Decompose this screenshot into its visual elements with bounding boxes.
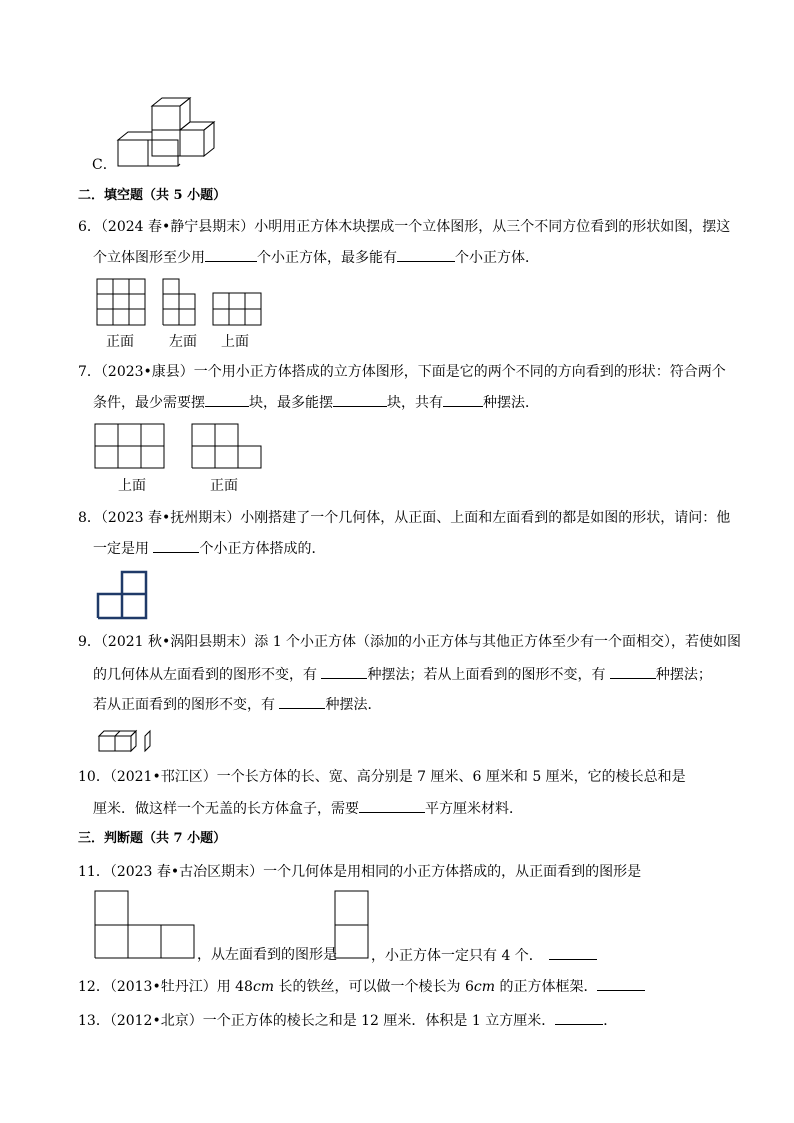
- q12-unit-1: cm: [252, 979, 275, 995]
- q6-text-c: 个小正方体．: [455, 250, 539, 266]
- q10-text-a: 厘米．做这样一个无盖的长方体盒子，需要: [93, 801, 359, 817]
- q9-text-b: 种摆法；若从上面看到的图形不变，有: [367, 667, 610, 683]
- q6-left-view-figure: [162, 278, 198, 326]
- q7-caption-top: 上面: [118, 478, 146, 494]
- q12-line: [78, 976, 645, 997]
- q9-text-a: 的几何体从左面看到的图形不变，有: [93, 667, 322, 683]
- q8-view-figure: [96, 570, 150, 620]
- q7-text-d: 种摆法．: [483, 395, 539, 411]
- q7-line2: [93, 392, 539, 413]
- section-2-title: 二．填空题（共 5 小题）: [78, 188, 227, 203]
- q6-caption-left: 左面: [169, 334, 197, 350]
- q11-left-view-figure: [334, 890, 370, 960]
- q7-text-a: 条件，最少需要摆: [93, 395, 205, 411]
- q12-text-b: 长的铁丝，可以做一个棱长为 6: [274, 979, 474, 995]
- q8-text-a: 一定是用: [93, 541, 154, 557]
- q6-text-a: 个立体图形至少用: [93, 250, 205, 266]
- q11-text-a: ，从左面看到的图形是: [197, 947, 337, 963]
- q9-answer-blank-3[interactable]: [279, 694, 325, 709]
- q12-text-a: 12．（2013•牡丹江）用 48: [78, 979, 253, 995]
- q7-front-view-figure: [191, 423, 263, 469]
- q9-text-d: 若从正面看到的图形不变，有: [93, 697, 280, 713]
- q9-answer-blank-2[interactable]: [610, 664, 656, 679]
- option-c-cube-figure: [112, 96, 222, 172]
- q11-front-view-figure: [94, 890, 196, 960]
- q12-answer-blank[interactable]: [597, 976, 645, 991]
- option-c-label: C．: [92, 157, 117, 173]
- q9-line3: [93, 694, 381, 715]
- q8-answer-blank[interactable]: [153, 538, 199, 553]
- q6-caption-front: 正面: [106, 334, 134, 350]
- q9-solid-figure: [98, 728, 158, 752]
- q6-front-view-figure: [96, 278, 146, 326]
- q7-text-b: 块，最多能摆: [249, 395, 333, 411]
- q7-answer-blank-2[interactable]: [333, 392, 387, 407]
- q8-line1: 8．（2023 春•抚州期末）小刚搭建了一个几何体，从正面、上面和左面看到的都是如图的形状，请问：他: [78, 510, 731, 526]
- q13-text: 13．（2012•北京）一个正方体的棱长之和是 12 厘米．体积是 1 立方厘米．: [78, 1013, 556, 1029]
- q10-text-b: 平方厘米材料．: [425, 801, 523, 817]
- section-3-title: 三．判断题（共 7 小题）: [78, 831, 227, 846]
- q9-text-c: 种摆法；: [655, 667, 712, 683]
- q6-answer-blank-2[interactable]: [397, 247, 455, 262]
- q6-caption-top: 上面: [221, 334, 249, 350]
- q12-unit-2: cm: [473, 979, 496, 995]
- q8-line2: [93, 538, 325, 559]
- q10-line2: [93, 798, 523, 819]
- q7-caption-front: 正面: [210, 478, 238, 494]
- q7-answer-blank-3[interactable]: [443, 392, 483, 407]
- q7-text-c: 块，共有: [387, 395, 443, 411]
- q9-answer-blank-1[interactable]: [321, 664, 367, 679]
- q7-line1: 7．（2023•康县）一个用小正方体搭成的立方体图形，下面是它的两个不同的方向看到的形状：符合两个: [78, 364, 726, 380]
- q11-text-b: ，小正方体一定只有 4 个．: [371, 948, 543, 964]
- q13-line: [78, 1010, 617, 1031]
- q10-answer-blank[interactable]: [359, 798, 425, 813]
- q6-line2: [93, 247, 539, 268]
- q6-answer-blank-1[interactable]: [205, 247, 257, 262]
- q7-top-view-figure: [94, 423, 166, 469]
- q6-line1: 6．（2024 春•静宁县期末）小明用正方体木块摆成一个立体图形，从三个不同方位看到的形状如图，摆这: [78, 219, 731, 235]
- q9-line1: 9．（2021 秋•涡阳县期末）添 1 个小正方体（添加的小正方体与其他正方体至少有一个面相交），若使如图: [78, 634, 742, 650]
- q9-text-e: 种摆法．: [325, 697, 382, 713]
- q7-answer-blank-1[interactable]: [205, 392, 249, 407]
- q11-line1: 11．（2023 春•古冶区期末）一个几何体是用相同的小正方体搭成的，从正面看到的图形是: [78, 864, 642, 880]
- q11-answer-blank[interactable]: [549, 945, 597, 960]
- q8-text-b: 个小正方体搭成的．: [199, 541, 326, 557]
- q9-line2: [93, 664, 712, 685]
- q6-text-b: 个小正方体，最多能有: [257, 250, 397, 266]
- q12-text-c: 的正方体框架．: [495, 979, 598, 995]
- q13-tail: ．: [603, 1013, 618, 1029]
- q6-top-view-figure: [212, 292, 262, 326]
- q10-line1: 10．（2021•邗江区）一个长方体的长、宽、高分别是 7 厘米、6 厘米和 5 厘米，它的棱长总和是: [78, 769, 686, 785]
- q11-line2: [371, 945, 597, 966]
- q13-answer-blank[interactable]: [555, 1010, 603, 1025]
